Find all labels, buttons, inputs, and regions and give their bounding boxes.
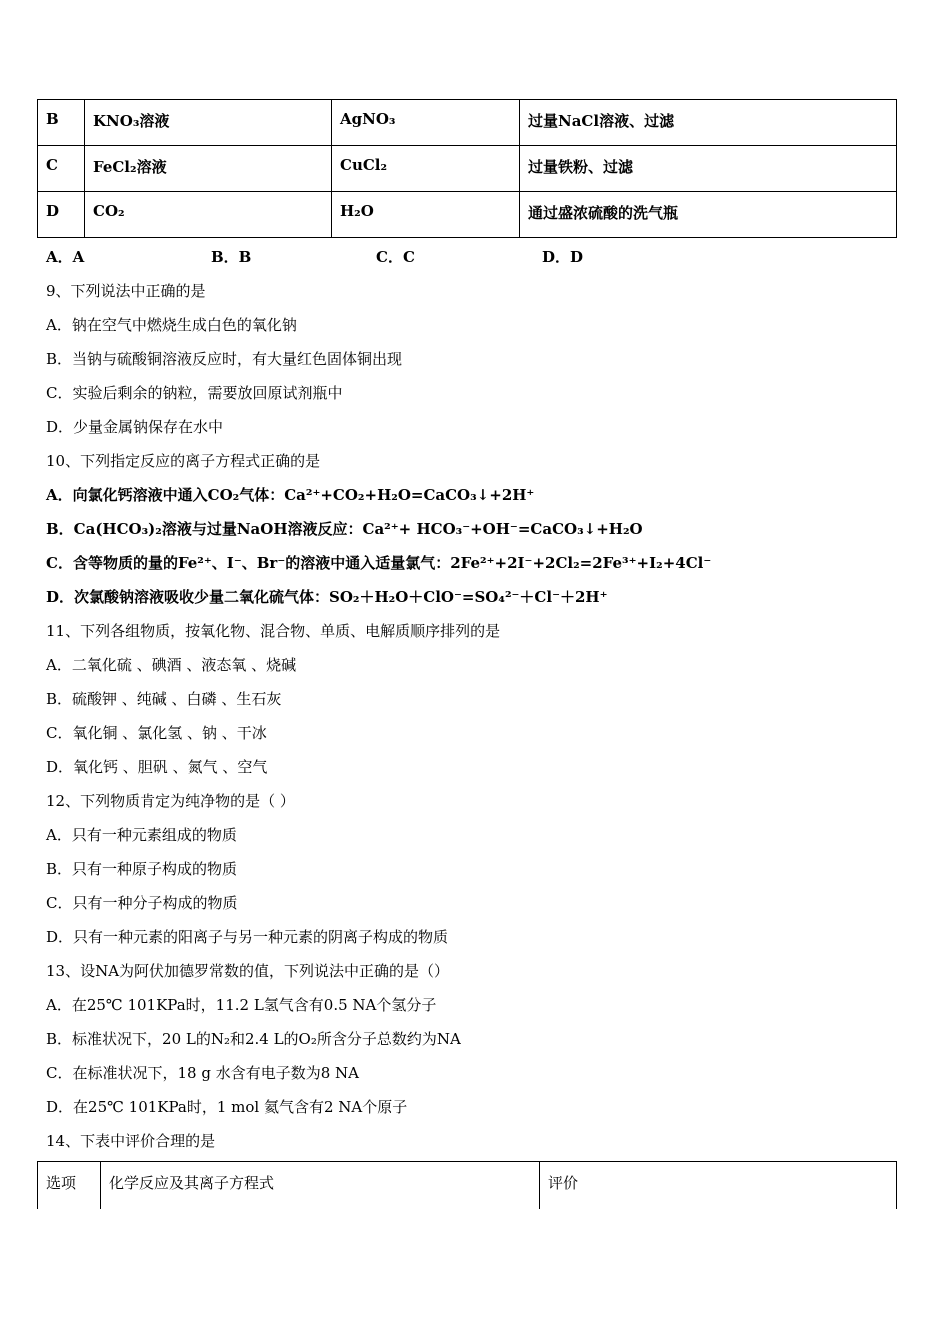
q13-option-c: C．在标准状况下，18 g 水含有电子数为8 NA — [46, 1064, 359, 1082]
q13-option-b: B．标准状况下，20 L的N₂和2.4 L的O₂所含分子总数约为NA — [46, 1030, 461, 1048]
q10-option-c: C．含等物质的量的Fe²⁺、I⁻、Br⁻的溶液中通入适量氯气：2Fe²⁺+2I⁻+2Cl₂=2Fe³⁺+I₂+4Cl⁻ — [46, 554, 712, 572]
q11-option-a: A．二氧化硫 、碘酒 、液态氧 、烧碱 — [46, 656, 297, 674]
q10-stem: 10、下列指定反应的离子方程式正确的是 — [46, 452, 321, 470]
q9-option-b: B．当钠与硫酸铜溶液反应时，有大量红色固体铜出现 — [46, 350, 403, 368]
method-cell: 过量NaCl溶液、过滤 — [520, 100, 897, 146]
q9-option-a: A．钠在空气中燃烧生成白色的氧化钠 — [46, 316, 297, 334]
q11-option-b: B．硫酸钾 、纯碱 、白磷 、生石灰 — [46, 690, 282, 708]
q9-option-c: C．实验后剩余的钠粒，需要放回原试剂瓶中 — [46, 384, 343, 402]
q9-option-d: D．少量金属钠保存在水中 — [46, 418, 224, 436]
q10-option-b: B．Ca(HCO₃)₂溶液与过量NaOH溶液反应：Ca²⁺+ HCO₃⁻+OH⁻=CaCO₃↓+H₂O — [46, 520, 643, 538]
table-header-row — [38, 1162, 897, 1209]
substance-cell: KNO₃溶液 — [85, 100, 332, 146]
row-label: C — [38, 146, 85, 192]
substance-cell: CO₂ — [85, 192, 332, 238]
table-row — [38, 100, 897, 146]
evaluation-table — [37, 1161, 897, 1209]
q10-option-a: A．向氯化钙溶液中通入CO₂气体：Ca²⁺+CO₂+H₂O=CaCO₃↓+2H⁺ — [46, 486, 535, 504]
table-row — [38, 192, 897, 238]
header-reaction: 化学反应及其离子方程式 — [101, 1162, 540, 1209]
q11-stem: 11、下列各组物质，按氧化物、混合物、单质、电解质顺序排列的是 — [46, 622, 501, 640]
impurity-cell: AgNO₃ — [332, 100, 520, 146]
impurity-cell: CuCl₂ — [332, 146, 520, 192]
method-cell: 过量铁粉、过滤 — [520, 146, 897, 192]
q14-stem: 14、下表中评价合理的是 — [46, 1132, 216, 1150]
header-evaluation: 评价 — [540, 1162, 897, 1209]
method-cell: 通过盛浓硫酸的洗气瓶 — [520, 192, 897, 238]
row-label: B — [38, 100, 85, 146]
header-option: 选项 — [38, 1162, 101, 1209]
q13-stem: 13、设NA为阿伏加德罗常数的值，下列说法中正确的是（） — [46, 962, 450, 980]
substance-cell: FeCl₂溶液 — [85, 146, 332, 192]
reagent-table — [37, 99, 897, 238]
q8-options — [46, 247, 583, 267]
q13-option-d: D．在25℃ 101KPa时，1 mol 氦气含有2 NA个原子 — [46, 1098, 408, 1116]
option-c: C．C — [376, 248, 415, 266]
option-d: D．D — [542, 248, 584, 266]
q12-option-d: D．只有一种元素的阳离子与另一种元素的阴离子构成的物质 — [46, 928, 449, 946]
q10-option-d: D．次氯酸钠溶液吸收少量二氧化硫气体：SO₂＋H₂O＋ClO⁻=SO₄²⁻＋Cl⁻＋2H⁺ — [46, 588, 608, 606]
q12-option-b: B．只有一种原子构成的物质 — [46, 860, 238, 878]
q9-stem: 9、下列说法中正确的是 — [46, 282, 206, 300]
q12-option-c: C．只有一种分子构成的物质 — [46, 894, 238, 912]
q11-option-c: C．氧化铜 、氯化氢 、钠 、干冰 — [46, 724, 267, 742]
table-row — [38, 146, 897, 192]
option-b: B．B — [211, 248, 252, 266]
option-a: A．A — [46, 248, 85, 266]
q12-option-a: A．只有一种元素组成的物质 — [46, 826, 237, 844]
q11-option-d: D．氧化钙 、胆矾 、氮气 、空气 — [46, 758, 268, 776]
q12-stem: 12、下列物质肯定为纯净物的是（ ） — [46, 792, 295, 810]
row-label: D — [38, 192, 85, 238]
impurity-cell: H₂O — [332, 192, 520, 238]
q13-option-a: A．在25℃ 101KPa时，11.2 L氢气含有0.5 NA个氢分子 — [46, 996, 437, 1014]
